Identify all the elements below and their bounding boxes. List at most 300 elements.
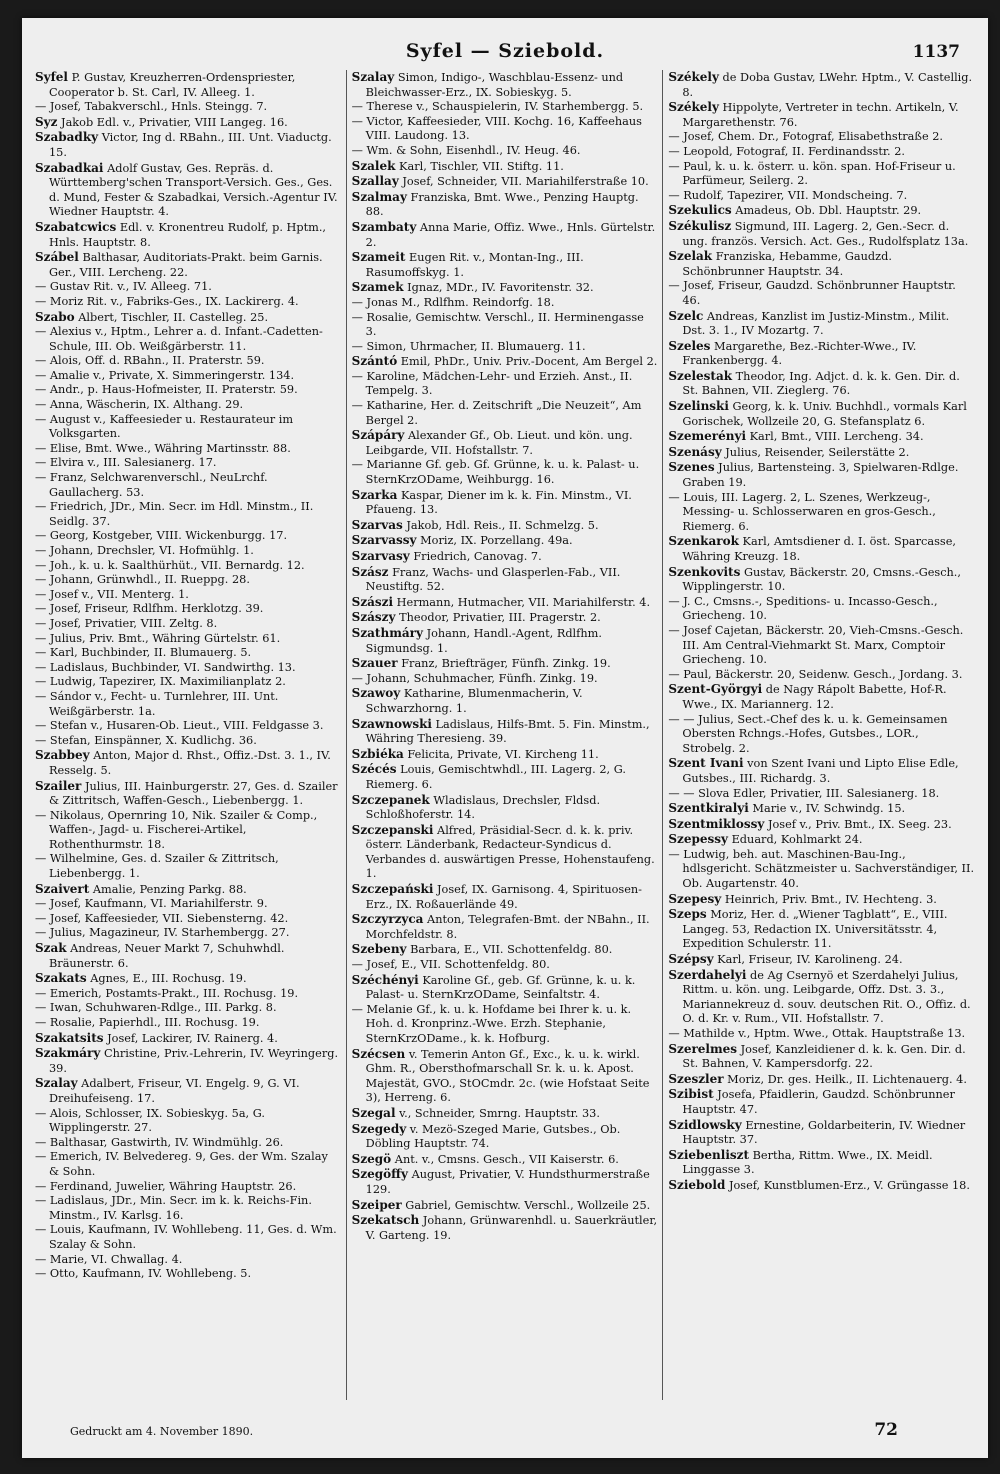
entry-text: — Josef v., VII. Menterg. 1. bbox=[35, 587, 189, 601]
entry-surname: Szambaty bbox=[351, 219, 417, 234]
directory-entry bbox=[668, 848, 975, 892]
directory-entry bbox=[352, 747, 658, 763]
directory-entry bbox=[352, 428, 658, 458]
entry-surname: Szegal bbox=[351, 1105, 396, 1120]
entry-text: Wladislaus, Drechsler, Fldsd. Schloßhoferstr. 14. bbox=[365, 793, 601, 822]
directory-entry bbox=[668, 832, 975, 848]
entry-text: Johann, Grünwarenhdl. u. Sauerkräutler, V. Garteng. 19. bbox=[365, 1214, 658, 1242]
directory-entry bbox=[352, 354, 658, 370]
entry-text: Josef, Lackirer, IV. Rainerg. 4. bbox=[107, 1031, 278, 1045]
directory-entry bbox=[668, 952, 975, 968]
entry-text: Louis, Gemischtwhdl., III. Lagerg. 2, G. Riemerg. 6. bbox=[365, 763, 626, 791]
directory-entry bbox=[35, 100, 341, 115]
directory-entry bbox=[35, 1046, 341, 1076]
directory-entry bbox=[35, 559, 341, 574]
directory-entry bbox=[668, 1148, 975, 1178]
directory-entry bbox=[668, 445, 975, 461]
entry-surname: Szemerényi bbox=[668, 429, 747, 444]
entry-text: — Paul, Bäckerstr. 20, Seidenw. Gesch., Jordang. 3. bbox=[668, 667, 963, 681]
directory-entry bbox=[352, 882, 658, 912]
directory-entry bbox=[35, 1223, 341, 1252]
directory-entry bbox=[352, 174, 658, 190]
entry-text: — — Julius, Sect.-Chef des k. u. k. Gemeinsamen Obersten Rchngs.-Hofes, Gutsbes., LOR., Strobelg. 2. bbox=[668, 712, 948, 755]
directory-entry bbox=[35, 617, 341, 632]
entry-text: Alfred, Präsidial-Secr. d. k. k. priv. österr. Länderbank, Redacteur-Syndicus d. Verbandes d. auswärtigen Presse, Hohenstaufeng. 1. bbox=[365, 823, 655, 881]
entry-text: — Marianne Gf. geb. Gf. Grünne, k. u. k. Palast- u. SternKrzODame, Weihburgg. 16. bbox=[351, 458, 640, 487]
entry-text: Franziska, Hebamme, Gaudzd. Schönbrunner Hauptstr. 34. bbox=[682, 250, 892, 278]
entry-text: — Georg, Kostgeber, VIII. Wickenburgg. 17. bbox=[35, 529, 288, 543]
directory-entry bbox=[352, 610, 658, 626]
directory-entry bbox=[35, 250, 341, 280]
entry-text: Josef, Schneider, VII. Mariahilferstraße 10. bbox=[402, 175, 649, 189]
entry-surname: Syfel bbox=[35, 70, 68, 84]
directory-entry bbox=[668, 219, 975, 249]
directory-entry bbox=[352, 686, 658, 716]
directory-entry bbox=[352, 100, 658, 115]
entry-text: Ernestine, Goldarbeiterin, IV. Wiedner Hauptstr. 37. bbox=[682, 1118, 966, 1147]
directory-entry bbox=[668, 160, 975, 189]
entry-text: Josef v., Priv. Bmt., IX. Seeg. 23. bbox=[767, 817, 952, 831]
directory-entry bbox=[352, 340, 658, 355]
directory-entry bbox=[668, 682, 975, 712]
entry-text: — Ladislaus, JDr., Min. Secr. im k. k. Reichs-Fin. Minstm., IV. Karlsg. 16. bbox=[35, 1194, 312, 1222]
entry-text: Adalbert, Friseur, VI. Engelg. 9, G. VI. Dreihufeiseng. 17. bbox=[49, 1077, 300, 1105]
entry-surname: Székulisz bbox=[668, 218, 732, 233]
entry-surname: Szeszler bbox=[668, 1071, 724, 1086]
directory-entry bbox=[352, 549, 658, 565]
entry-text: Josef, Kanzleidiener d. k. k. Gen. Dir. d. St. Bahnen, V. Kampersdorfg. 22. bbox=[682, 1042, 966, 1071]
entry-surname: Szawnowski bbox=[351, 716, 432, 731]
directory-entry bbox=[35, 1194, 341, 1223]
entry-text: Franziska, Bmt. Wwe., Penzing Hauptg. 88. bbox=[365, 190, 639, 219]
entry-text: Julius, Reisender, Seilerstätte 2. bbox=[725, 445, 910, 459]
directory-entry bbox=[352, 115, 658, 144]
directory-entry bbox=[35, 398, 341, 413]
entry-surname: Szent-Györgyi bbox=[668, 682, 763, 697]
entry-text: Adolf Gustav, Ges. Repräs. d. Württemberg'schen Transport-Versich. Ges., Ges. d. Mund, Fester & Szabadkai, Versich.-Agentur IV. Wiedner Hauptstr. 4. bbox=[49, 161, 338, 219]
entry-surname: Szenkovits bbox=[668, 564, 741, 579]
entry-text: Eduard, Kohlmarkt 24. bbox=[731, 833, 863, 847]
entry-text: Hippolyte, Vertreter in techn. Artikeln, V. Margarethenstr. 76. bbox=[682, 101, 959, 129]
entry-surname: Szabadkai bbox=[35, 160, 104, 175]
directory-entry bbox=[668, 595, 975, 624]
entry-text: Andreas, Neuer Markt 7, Schuhwhdl. Bräunerstr. 6. bbox=[49, 942, 285, 970]
entry-text: P. Gustav, Kreuzherren-Ordenspriester, Cooperator b. St. Carl, IV. Alleeg. 1. bbox=[49, 71, 296, 99]
directory-entry bbox=[35, 1107, 341, 1136]
directory-entry bbox=[668, 70, 975, 100]
entry-surname: Szekulics bbox=[668, 203, 732, 218]
entry-text: — Sándor v., Fecht- u. Turnlehrer, III. Unt. Weißgärberstr. 1a. bbox=[35, 689, 279, 718]
entry-surname: Szegedy bbox=[351, 1121, 407, 1136]
entry-text: Gustav, Bäckerstr. 20, Cmsns.-Gesch., Wipplingerstr. 10. bbox=[682, 565, 961, 594]
entry-text: Felicita, Private, VI. Kircheng 11. bbox=[407, 747, 599, 761]
entry-surname: Szeles bbox=[668, 338, 711, 353]
entry-surname: Szelestak bbox=[668, 368, 733, 383]
entry-text: von Szent Ivani und Lipto Elise Edle, Gutsbes., III. Richardg. 3. bbox=[682, 757, 959, 785]
directory-entry bbox=[35, 529, 341, 544]
directory-entry bbox=[35, 646, 341, 661]
entry-text: — Andr., p. Haus-Hofmeister, II. Praterstr. 59. bbox=[35, 383, 298, 397]
entry-text: — Stefan v., Husaren-Ob. Lieut., VIII. Feldgasse 3. bbox=[35, 719, 324, 733]
directory-entry bbox=[352, 565, 658, 595]
directory-entry bbox=[352, 626, 658, 656]
entry-text: — Emerich, IV. Belvedereg. 9, Ges. der Wm. Szalay & Sohn. bbox=[35, 1150, 328, 1178]
directory-entry bbox=[35, 632, 341, 647]
entry-text: Edl. v. Kronentreu Rudolf, p. Hptm., Hnls. Hauptstr. 8. bbox=[49, 220, 327, 249]
directory-entry bbox=[668, 429, 975, 445]
entry-surname: Szarvasy bbox=[351, 549, 410, 563]
entry-surname: Szekatsch bbox=[351, 1213, 420, 1228]
directory-entry bbox=[35, 500, 341, 529]
entry-text: — Anna, Wäscherin, IX. Althang. 29. bbox=[35, 398, 244, 412]
directory-entry bbox=[35, 1016, 341, 1031]
entry-text: — Louis, III. Lagerg. 2, L. Szenes, Werkzeug-, Messing- u. Schlosserwaren en gros-Gesch., Riemerg. 6. bbox=[668, 490, 936, 533]
entry-text: — Marie, VI. Chwallag. 4. bbox=[35, 1252, 183, 1266]
entry-text: — Julius, Priv. Bmt., Währing Gürtelstr. 61. bbox=[35, 631, 281, 645]
entry-surname: Szarvas bbox=[351, 517, 403, 532]
entry-surname: Széchényi bbox=[351, 972, 419, 987]
entry-text: — Nikolaus, Opernring 10, Nik. Szailer & Comp., Waffen-, Jagd- u. Fischerei-Artikel, Rothenthurmstr. 18. bbox=[35, 808, 318, 851]
directory-entry bbox=[352, 1198, 658, 1214]
column-right bbox=[663, 70, 980, 1400]
columns bbox=[30, 70, 980, 1400]
entry-text: Bertha, Rittm. Wwe., IX. Meidl. Linggasse 3. bbox=[682, 1148, 933, 1177]
entry-text: Barbara, E., VII. Schottenfeldg. 80. bbox=[410, 943, 613, 957]
entry-text: Franz, Wachs- und Glasperlen-Fab., VII. Neustiftg. 52. bbox=[365, 565, 621, 594]
directory-entry bbox=[352, 595, 658, 611]
directory-entry bbox=[352, 1003, 658, 1047]
directory-entry bbox=[668, 713, 975, 757]
entry-surname: Székely bbox=[668, 70, 719, 84]
entry-surname: Szameit bbox=[351, 250, 406, 265]
directory-entry bbox=[668, 668, 975, 683]
directory-entry bbox=[35, 456, 341, 471]
entry-surname: Syz bbox=[35, 114, 58, 129]
entry-text: — Josef Cajetan, Bäckerstr. 20, Vieh-Cmsns.-Gesch. III. Am Central-Viehmarkt St. Marx, Comptoir Griecheng. 10. bbox=[668, 623, 964, 667]
directory-entry bbox=[35, 675, 341, 690]
entry-surname: Szábel bbox=[35, 250, 79, 265]
directory-entry bbox=[35, 588, 341, 603]
entry-text: — Iwan, Schuhwaren-Rdlge., III. Parkg. 8. bbox=[35, 1001, 277, 1015]
entry-text: Margarethe, Bez.-Richter-Wwe., IV. Frankenbergg. 4. bbox=[682, 339, 917, 368]
entry-text: — Stefan, Einspänner, X. Kudlichg. 36. bbox=[35, 733, 257, 747]
entry-surname: Szegöffy bbox=[351, 1167, 409, 1182]
entry-text: — Johann, Schuhmacher, Fünfh. Zinkg. 19. bbox=[351, 671, 598, 685]
directory-entry bbox=[668, 369, 975, 399]
entry-surname: Szamek bbox=[351, 280, 404, 295]
entry-surname: Szakats bbox=[35, 971, 87, 986]
directory-page bbox=[22, 18, 988, 1458]
entry-surname: Szak bbox=[35, 941, 67, 956]
entry-text: — Ludwig, Tapezirer, IX. Maximilianplatz 2. bbox=[35, 675, 286, 689]
entry-surname: Szerelmes bbox=[668, 1041, 738, 1056]
directory-entry bbox=[35, 413, 341, 442]
entry-surname: Szczyrzyca bbox=[351, 912, 424, 927]
entry-text: — Friedrich, JDr., Min. Secr. im Hdl. Minstm., II. Seidlg. 37. bbox=[35, 500, 314, 528]
directory-entry bbox=[35, 325, 341, 354]
entry-surname: Szabo bbox=[35, 309, 75, 324]
entry-surname: Szász bbox=[351, 564, 389, 579]
page-number: 1137 bbox=[912, 42, 960, 62]
page-footer bbox=[22, 1418, 988, 1438]
entry-text: — Julius, Magazineur, IV. Starhembergg. 27. bbox=[35, 926, 290, 940]
directory-entry bbox=[35, 1267, 341, 1282]
entry-text: Josef, IX. Garnisong. 4, Spirituosen-Erz., IX. Roßauerlände 49. bbox=[365, 883, 642, 911]
entry-text: Andreas, Kanzlist im Justiz-Minstm., Milit. Dst. 3. 1., IV Mozartg. 7. bbox=[682, 309, 950, 338]
entry-text: Jakob, Hdl. Reis., II. Schmelzg. 5. bbox=[406, 518, 599, 532]
entry-text: Alexander Gf., Ob. Lieut. und kön. ung. Leibgarde, VII. Hofstallstr. 7. bbox=[365, 429, 633, 457]
entry-text: — Leopold, Fotograf, II. Ferdinandsstr. 2. bbox=[668, 144, 905, 158]
entry-surname: Szelak bbox=[668, 249, 713, 264]
directory-entry bbox=[352, 672, 658, 687]
entry-text: — Rosalie, Papierhdl., III. Rochusg. 19. bbox=[35, 1016, 260, 1029]
entry-text: — Josef, Tabakverschl., Hnls. Steingg. 7. bbox=[35, 100, 268, 114]
entry-text: — Alexius v., Hptm., Lehrer a. d. Infant.-Cadetten-Schule, III. Ob. Weißgärberstr. 11. bbox=[35, 325, 323, 353]
entry-surname: Szegö bbox=[351, 1151, 392, 1166]
entry-surname: Szabatcwics bbox=[35, 219, 117, 234]
directory-entry bbox=[352, 1213, 658, 1243]
directory-entry bbox=[35, 383, 341, 398]
entry-text: de Nagy Rápolt Babette, Hof-R. Wwe., IX. Mariannerg. 12. bbox=[682, 683, 947, 711]
directory-entry bbox=[352, 1122, 658, 1152]
entry-text: Hermann, Hutmacher, VII. Mariahilferstr. 4. bbox=[396, 595, 651, 609]
directory-entry bbox=[35, 748, 341, 778]
entry-text: — Ferdinand, Juwelier, Währing Hauptstr. 26. bbox=[35, 1179, 297, 1193]
directory-entry bbox=[668, 339, 975, 369]
entry-surname: Szaivert bbox=[35, 881, 90, 896]
directory-entry bbox=[35, 1136, 341, 1151]
entry-surname: Szalay bbox=[35, 1076, 78, 1091]
directory-entry bbox=[352, 159, 658, 175]
entry-text: Karl, Tischler, VII. Stiftg. 11. bbox=[399, 159, 564, 173]
entry-text: de Ag Csernyö et Szerdahelyi Julius, Rittm. u. kön. ung. Leibgarde, Offz. Dst. 3. 3., Mariannekreuz d. souv. deutschen Rit. O., Offiz. d. O. d. Kr. v. Rum., VII. Hofstallstr. 7. bbox=[682, 968, 971, 1026]
entry-text: Josefa, Pfaidlerin, Gaudzd. Schönbrunner Hauptstr. 47. bbox=[682, 1088, 955, 1116]
entry-surname: Szczepański bbox=[351, 882, 434, 897]
directory-entry bbox=[35, 544, 341, 559]
directory-entry bbox=[668, 1042, 975, 1072]
directory-entry bbox=[668, 624, 975, 668]
entry-text: — Emerich, Postamts-Prakt., III. Rochusg. 19. bbox=[35, 986, 299, 1000]
directory-entry bbox=[35, 1253, 341, 1268]
entry-text: Simon, Indigo-, Waschblau-Essenz- und Bleichwasser-Erz., IX. Sobieskyg. 5. bbox=[365, 71, 624, 99]
entry-text: — Josef, Kaufmann, VI. Mariahilferstr. 9. bbox=[35, 897, 268, 911]
directory-entry bbox=[35, 779, 341, 809]
entry-surname: Szeps bbox=[668, 907, 707, 922]
entry-surname: Szelinski bbox=[668, 399, 729, 414]
directory-entry bbox=[352, 958, 658, 973]
print-date-note: Gedruckt am 4. November 1890. bbox=[70, 1425, 254, 1438]
directory-entry bbox=[35, 471, 341, 500]
directory-entry bbox=[35, 1150, 341, 1179]
entry-text: Kaspar, Diener im k. k. Fin. Minstm., VI. Pfaueng. 13. bbox=[365, 488, 632, 517]
directory-entry bbox=[668, 189, 975, 204]
entry-surname: Szallay bbox=[351, 174, 399, 189]
entry-text: Christine, Priv.-Lehrerin, IV. Weyringerg. 39. bbox=[49, 1047, 339, 1075]
entry-surname: Szarka bbox=[351, 487, 398, 502]
directory-entry bbox=[668, 1118, 975, 1148]
entry-text: Jakob Edl. v., Privatier, VIII Langeg. 16. bbox=[61, 115, 288, 129]
entry-text: — Alois, Schlosser, IX. Sobieskyg. 5a, G. Wipplingerstr. 27. bbox=[35, 1106, 265, 1135]
directory-entry bbox=[352, 656, 658, 672]
entry-surname: Szathmáry bbox=[351, 625, 423, 640]
entry-text: — Rudolf, Tapezirer, VII. Mondscheing. 7. bbox=[668, 188, 908, 202]
entry-text: Albert, Tischler, II. Castelleg. 25. bbox=[78, 310, 269, 324]
entry-text: — Simon, Uhrmacher, II. Blumauerg. 11. bbox=[351, 339, 586, 353]
entry-text: — Josef, Friseur, Gaudzd. Schönbrunner Hauptstr. 46. bbox=[668, 279, 956, 307]
entry-text: — Mathilde v., Hptm. Wwe., Ottak. Hauptstraße 13. bbox=[668, 1027, 966, 1040]
entry-surname: Szelc bbox=[668, 308, 704, 323]
directory-entry bbox=[35, 987, 341, 1002]
entry-surname: Szászi bbox=[351, 594, 394, 609]
entry-text: Moriz, IX. Porzellang. 49a. bbox=[420, 534, 573, 548]
entry-surname: Szeiper bbox=[351, 1197, 402, 1212]
entry-text: Amadeus, Ob. Dbl. Hauptstr. 29. bbox=[735, 204, 922, 218]
entry-surname: Szécés bbox=[351, 762, 397, 777]
entry-text: Johann, Handl.-Agent, Rdlfhm. Sigmundsg. 1. bbox=[365, 626, 602, 655]
directory-entry bbox=[352, 296, 658, 311]
entry-text: — Otto, Kaufmann, IV. Wohllebeng. 5. bbox=[35, 1267, 252, 1281]
directory-entry bbox=[668, 907, 975, 952]
entry-text: Friedrich, Canovag. 7. bbox=[413, 550, 542, 563]
entry-surname: Szalay bbox=[351, 70, 395, 84]
entry-text: — Victor, Kaffeesieder, VIII. Kochg. 16, Kaffeehaus VIII. Laudong. 13. bbox=[351, 114, 642, 143]
directory-entry bbox=[352, 973, 658, 1003]
column-middle bbox=[347, 70, 664, 1400]
entry-surname: Szakmáry bbox=[35, 1046, 101, 1061]
entry-text: — Elise, Bmt. Wwe., Währing Martinsstr. 88. bbox=[35, 441, 291, 455]
entry-text: Heinrich, Priv. Bmt., IV. Hechteng. 3. bbox=[724, 892, 937, 906]
directory-entry bbox=[668, 203, 975, 219]
directory-entry bbox=[35, 897, 341, 912]
directory-entry bbox=[352, 458, 658, 487]
directory-entry bbox=[35, 602, 341, 617]
entry-text: Karl, Friseur, IV. Karolineng. 24. bbox=[717, 953, 903, 967]
entry-text: — Alois, Off. d. RBahn., II. Praterstr. 59. bbox=[35, 354, 265, 368]
entry-surname: Szidlowsky bbox=[668, 1117, 742, 1132]
entry-text: — — Slova Edler, Privatier, III. Salesianerg. 18. bbox=[668, 786, 940, 800]
directory-entry bbox=[668, 130, 975, 145]
entry-surname: Szalek bbox=[351, 158, 396, 173]
entry-text: — Gustav Rit. v., IV. Alleeg. 71. bbox=[35, 280, 212, 294]
entry-text: Anton, Major d. Rhst., Offiz.-Dst. 3. 1., IV. Resselg. 5. bbox=[49, 749, 331, 777]
entry-text: — Ladislaus, Buchbinder, VI. Sandwirthg. 13. bbox=[35, 660, 296, 674]
directory-entry bbox=[668, 1072, 975, 1088]
entry-text: Katharine, Blumenmacherin, V. Schwarzhorng. 1. bbox=[365, 687, 583, 715]
directory-entry bbox=[668, 145, 975, 160]
directory-entry bbox=[668, 1027, 975, 1042]
directory-entry bbox=[352, 717, 658, 747]
directory-entry bbox=[352, 793, 658, 823]
entry-text: — Elvira v., III. Salesianerg. 17. bbox=[35, 456, 217, 470]
directory-entry bbox=[35, 280, 341, 295]
entry-text: August, Privatier, V. Hundsthurmerstraße 129. bbox=[365, 1168, 650, 1196]
entry-surname: Szászy bbox=[351, 610, 396, 625]
directory-entry bbox=[352, 220, 658, 250]
directory-entry bbox=[352, 311, 658, 340]
directory-entry bbox=[35, 1180, 341, 1195]
directory-entry bbox=[35, 295, 341, 310]
directory-entry bbox=[352, 1106, 658, 1122]
directory-entry bbox=[668, 787, 975, 802]
entry-text: — Josef, Privatier, VIII. Zeltg. 8. bbox=[35, 616, 218, 630]
entry-text: — Paul, k. u. k. österr. u. kön. span. Hof-Friseur u. Parfümeur, Seilerg. 2. bbox=[668, 159, 956, 188]
page-header bbox=[22, 40, 988, 68]
directory-entry bbox=[668, 100, 975, 130]
directory-entry bbox=[35, 354, 341, 369]
entry-text: — Johann, Drechsler, VI. Hofmühlg. 1. bbox=[35, 544, 254, 557]
entry-text: — Katharine, Her. d. Zeitschrift „Die Neuzeit“, Am Bergel 2. bbox=[351, 399, 642, 427]
directory-entry bbox=[35, 734, 341, 749]
entry-surname: Szarvassy bbox=[351, 533, 417, 548]
entry-text: Julius, Bartensteing. 3, Spielwaren-Rdlge. Graben 19. bbox=[682, 461, 959, 490]
entry-surname: Szenásy bbox=[668, 444, 722, 459]
directory-entry bbox=[35, 161, 341, 220]
directory-entry bbox=[35, 912, 341, 927]
directory-entry bbox=[352, 1167, 658, 1197]
directory-entry bbox=[668, 756, 975, 786]
entry-text: de Doba Gustav, LWehr. Hptm., V. Castellig. 8. bbox=[682, 71, 973, 99]
directory-entry bbox=[35, 115, 341, 131]
entry-text: Karl, Amtsdiener d. I. öst. Sparcasse, Währing Kreuzg. 18. bbox=[682, 535, 956, 563]
entry-text: Amalie, Penzing Parkg. 88. bbox=[92, 882, 247, 896]
directory-entry bbox=[668, 309, 975, 339]
directory-entry bbox=[668, 399, 975, 429]
entry-text: Ignaz, MDr., IV. Favoritenstr. 32. bbox=[407, 281, 594, 295]
entry-surname: Szalmay bbox=[351, 189, 407, 204]
directory-entry bbox=[352, 280, 658, 296]
directory-entry bbox=[668, 249, 975, 279]
directory-entry bbox=[352, 250, 658, 280]
directory-entry bbox=[668, 279, 975, 308]
directory-entry bbox=[668, 968, 975, 1027]
directory-entry bbox=[352, 70, 658, 100]
entry-text: — Jonas M., Rdlfhm. Reindorfg. 18. bbox=[351, 295, 555, 309]
directory-entry bbox=[35, 442, 341, 457]
entry-surname: Szabbey bbox=[35, 748, 90, 763]
entry-text: — Balthasar, Gastwirth, IV. Windmühlg. 26. bbox=[35, 1135, 284, 1149]
running-head: Syfel — Sziebold. bbox=[405, 40, 605, 62]
entry-text: — Amalie v., Private, X. Simmeringerstr. 134. bbox=[35, 368, 295, 382]
directory-entry bbox=[352, 144, 658, 159]
directory-entry bbox=[668, 534, 975, 564]
directory-entry bbox=[35, 1076, 341, 1106]
directory-entry bbox=[35, 809, 341, 853]
entry-surname: Sziebold bbox=[668, 1177, 726, 1192]
entry-surname: Szent Ivani bbox=[668, 756, 744, 771]
entry-text: — Johann, Grünwhdl., II. Rueppg. 28. bbox=[35, 573, 250, 587]
entry-surname: Szerdahelyi bbox=[668, 967, 747, 982]
directory-entry bbox=[668, 1087, 975, 1117]
entry-surname: Szibist bbox=[668, 1087, 714, 1102]
directory-entry bbox=[668, 817, 975, 833]
directory-entry bbox=[35, 719, 341, 734]
entry-surname: Szebeny bbox=[351, 942, 407, 957]
directory-entry bbox=[35, 70, 341, 100]
entry-text: Georg, k. k. Univ. Buchhdl., vormals Karl Gorischek, Wollzeile 20, G. Stefansplatz 6. bbox=[682, 400, 967, 428]
directory-entry bbox=[352, 488, 658, 518]
directory-entry bbox=[35, 573, 341, 588]
directory-entry bbox=[35, 1001, 341, 1016]
directory-entry bbox=[352, 912, 658, 942]
entry-text: — Moriz Rit. v., Fabriks-Ges., IX. Lackirerg. 4. bbox=[35, 294, 299, 308]
entry-text: Marie v., IV. Schwindg. 15. bbox=[752, 802, 906, 816]
directory-entry bbox=[35, 690, 341, 719]
directory-entry bbox=[35, 130, 341, 160]
entry-text: — Ludwig, beh. aut. Maschinen-Bau-Ing., hdlsgericht. Schätzmeister u. Sachverständiger, II. Ob. Augartenstr. 40. bbox=[668, 847, 975, 891]
entry-surname: Szécsen bbox=[351, 1046, 406, 1061]
directory-entry bbox=[668, 801, 975, 817]
entry-surname: Szentkiralyi bbox=[668, 801, 749, 816]
